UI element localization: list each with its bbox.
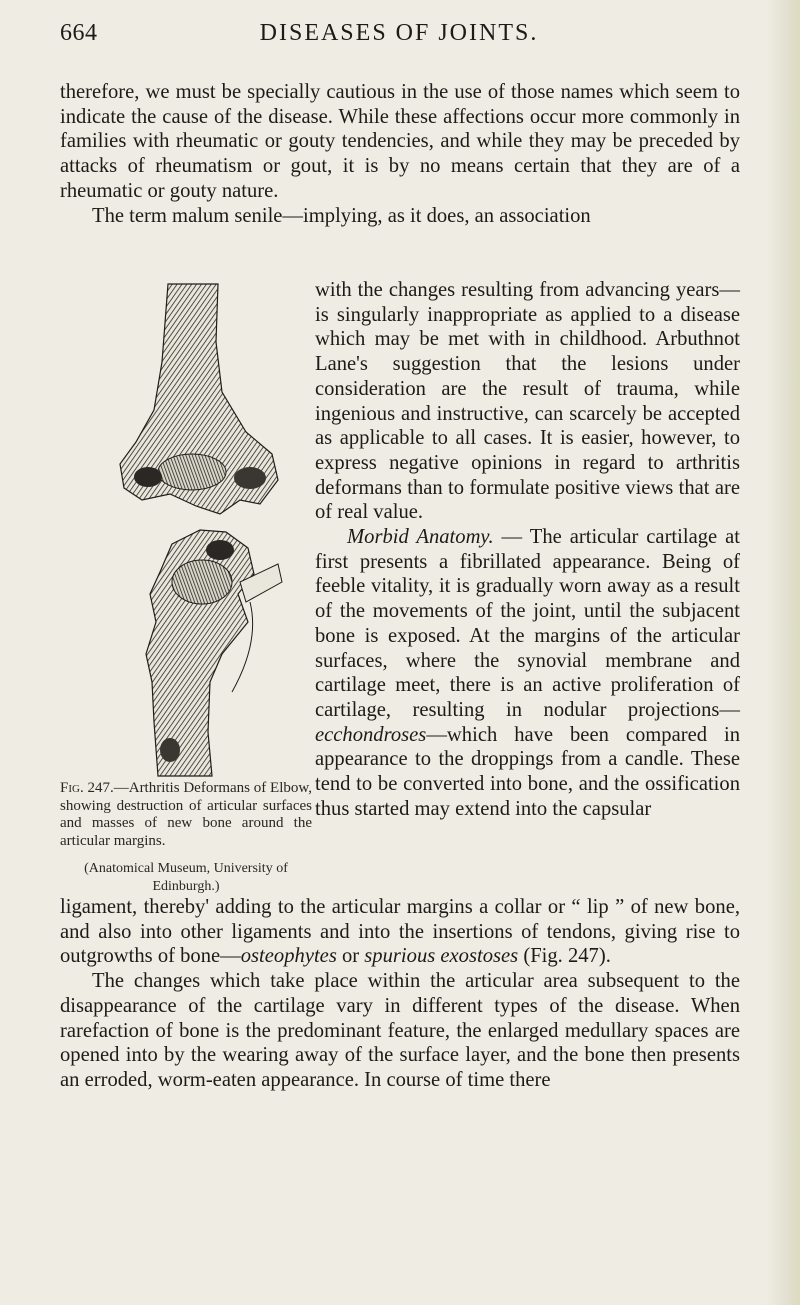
figure-credit: (Anatomical Museum, University of Edinburgh.) — [84, 861, 288, 894]
term-ecchondroses: ecchondroses — [315, 723, 427, 746]
page-edge-shadow — [766, 0, 800, 1305]
or-connector: or — [336, 945, 365, 968]
caption-label: Fig. 247. — [60, 780, 114, 796]
figure-247-illustration — [100, 282, 310, 782]
caption-text — [60, 780, 312, 850]
paragraph-4: The changes which take place within the articular area subsequent to the disappearance of the cartilage vary in different types of the disease. When rarefaction of bone is the predominant feature, the enlarged medullary spaces are opened into by the wearing away of the surface layer, and the bone then presents an erroded, worm-eaten appearance. In course of time there — [60, 970, 740, 1091]
page-header — [60, 18, 738, 52]
paragraph-3-cont: —which have been compared in appearance to the droppings from a candle. These tend to be converted into bone, and the ossification thus started may extend into the capsular — [315, 723, 740, 820]
paragraph-3-body: — The articular cartilage at first presents a fibrillated appearance. Being of feeble vitality, it is gradually worn away as a result of the movements of the joint, until the subjacent bone is exposed. At the margins of the articular surfaces, where the synovial membrane and cartilage meet, there is an active proliferation of cartilage, resulting in nodular projections— — [315, 526, 740, 721]
humerus-bone-drawing — [120, 284, 278, 514]
bottom-text-block — [60, 895, 740, 1093]
paragraph-2-rest: with the changes resulting from advancing years—is singularly inappropriate as applied to a disease which may be met with in childhood. Arbuthnot Lane's suggestion that the lesions under consideration are the result of trauma, while ingenious and instructive, can scarcely be accepted as applicable to all cases. It is easier, however, to express negative opinions in regard to arthritis deformans than to formulate positive views that are of real value. — [315, 279, 740, 524]
section-heading-morbid-anatomy: Morbid Anatomy. — [347, 526, 494, 549]
paragraph-3-end-a: ligament, thereby' adding to the articular margins a collar or “ lip ” of new bone, and also into other ligaments and into the insertions of tendons, giving rise to outgrowths of bone— — [60, 896, 740, 968]
figure-caption — [60, 780, 312, 895]
forearm-bone-drawing — [146, 530, 282, 776]
paragraph-1: therefore, we must be specially cautious in the use of those names which seem to indicate the cause of the disease. While these affections occur more commonly in families with rheumatic or gouty tendencies, and while they may be preceded by attacks of rheumatism or gout, it is by no means certain that they are of a rheumatic or gouty nature. — [60, 81, 740, 202]
running-head: DISEASES OF JOINTS. — [259, 20, 539, 46]
term-spurious-exostoses: spurious exostoses — [364, 945, 519, 968]
term-osteophytes: osteophytes — [240, 945, 337, 968]
top-text-block — [60, 80, 740, 228]
paragraph-2-lead: The term malum senile—implying, as it does, an association — [92, 204, 591, 227]
paragraph-3 — [315, 525, 740, 821]
caption-body: —Arthritis Deformans of Elbow, showing destruction of articular surfaces and masses of new bone around the articular margins. — [60, 780, 312, 849]
page-number: 664 — [60, 20, 98, 46]
paragraph-3-end — [60, 895, 740, 969]
right-column-text — [315, 278, 740, 821]
paragraph-3-end-b: (Fig. 247). — [518, 945, 611, 968]
